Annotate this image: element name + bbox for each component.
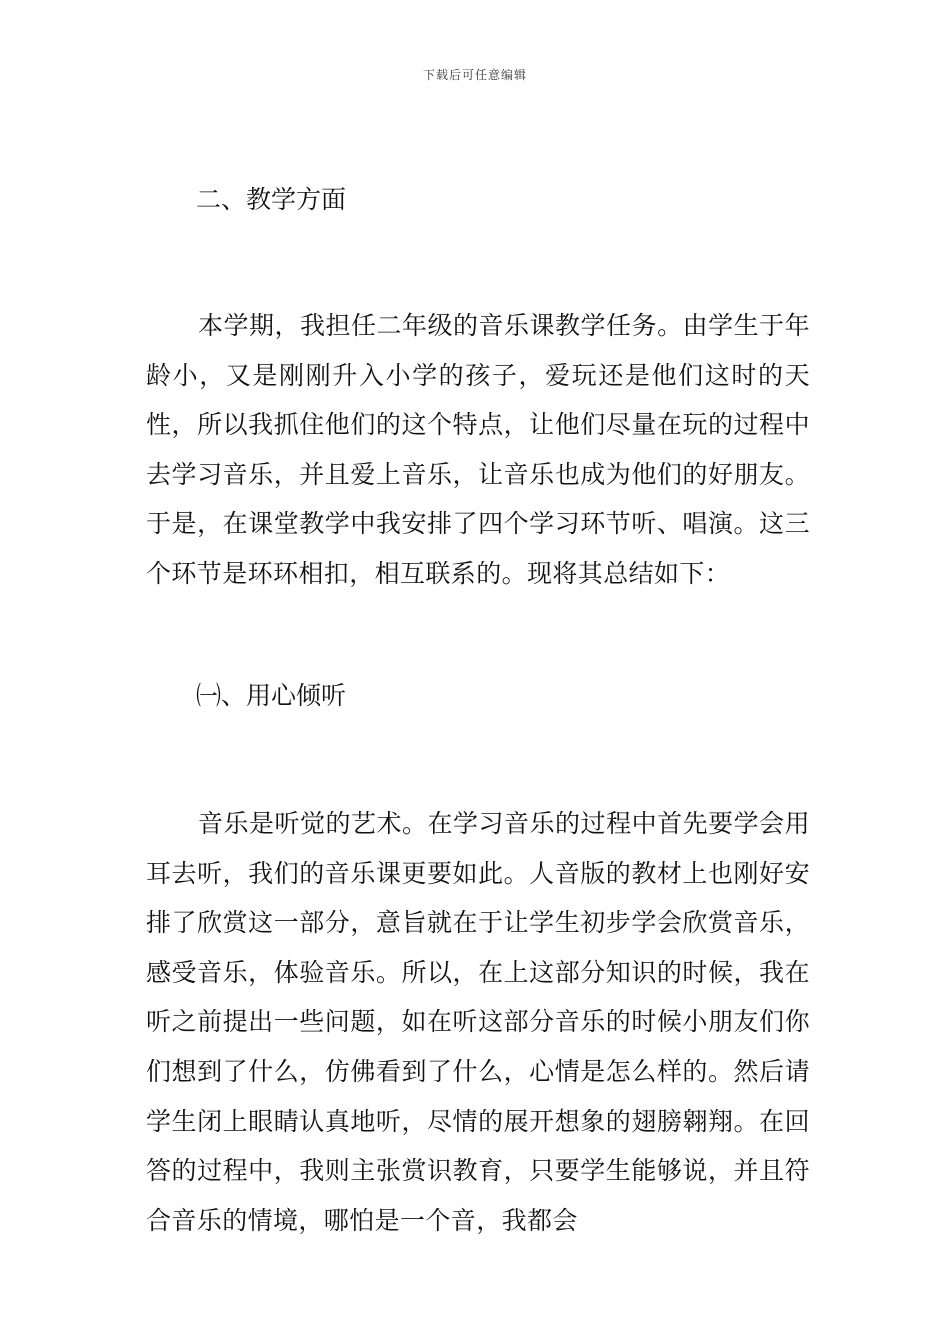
section-heading: 二、教学方面 bbox=[196, 185, 347, 214]
body-paragraph-2: 音乐是听觉的艺术。在学习音乐的过程中首先要学会用耳去听，我们的音乐课更要如此。人音版的教材上也刚好安排了欣赏这一部分，意旨就在于让学生初步学会欣赏音乐，感受音乐，体验音乐。所以，在上这部分知识的时候，我在听之前提出一些问题，如在听这部分音乐的时候小朋友们你们想到了什么，仿佛看到了什么，心情是怎么样的。然后请学生闭上眼睛认真地听，尽情的展开想象的翅膀翱翔。在回答的过程中，我则主张赏识教育，只要学生能够说，并且符合音乐的情境，哪怕是一个音，我都会 bbox=[146, 809, 810, 1235]
subsection-heading: ㈠、用心倾听 bbox=[196, 681, 347, 710]
page-header-note: 下载后可任意编辑 bbox=[422, 68, 527, 82]
body-paragraph-1: 本学期，我担任二年级的音乐课教学任务。由学生于年龄小，又是刚刚升入小学的孩子，爱玩还是他们这时的天性，所以我抓住他们的这个特点，让他们尽量在玩的过程中去学习音乐，并且爱上音乐，让音乐也成为他们的好朋友。于是，在课堂教学中我安排了四个学习环节听、唱演。这三个环节是环环相扣，相互联系的。现将其总结如下： bbox=[146, 311, 810, 588]
